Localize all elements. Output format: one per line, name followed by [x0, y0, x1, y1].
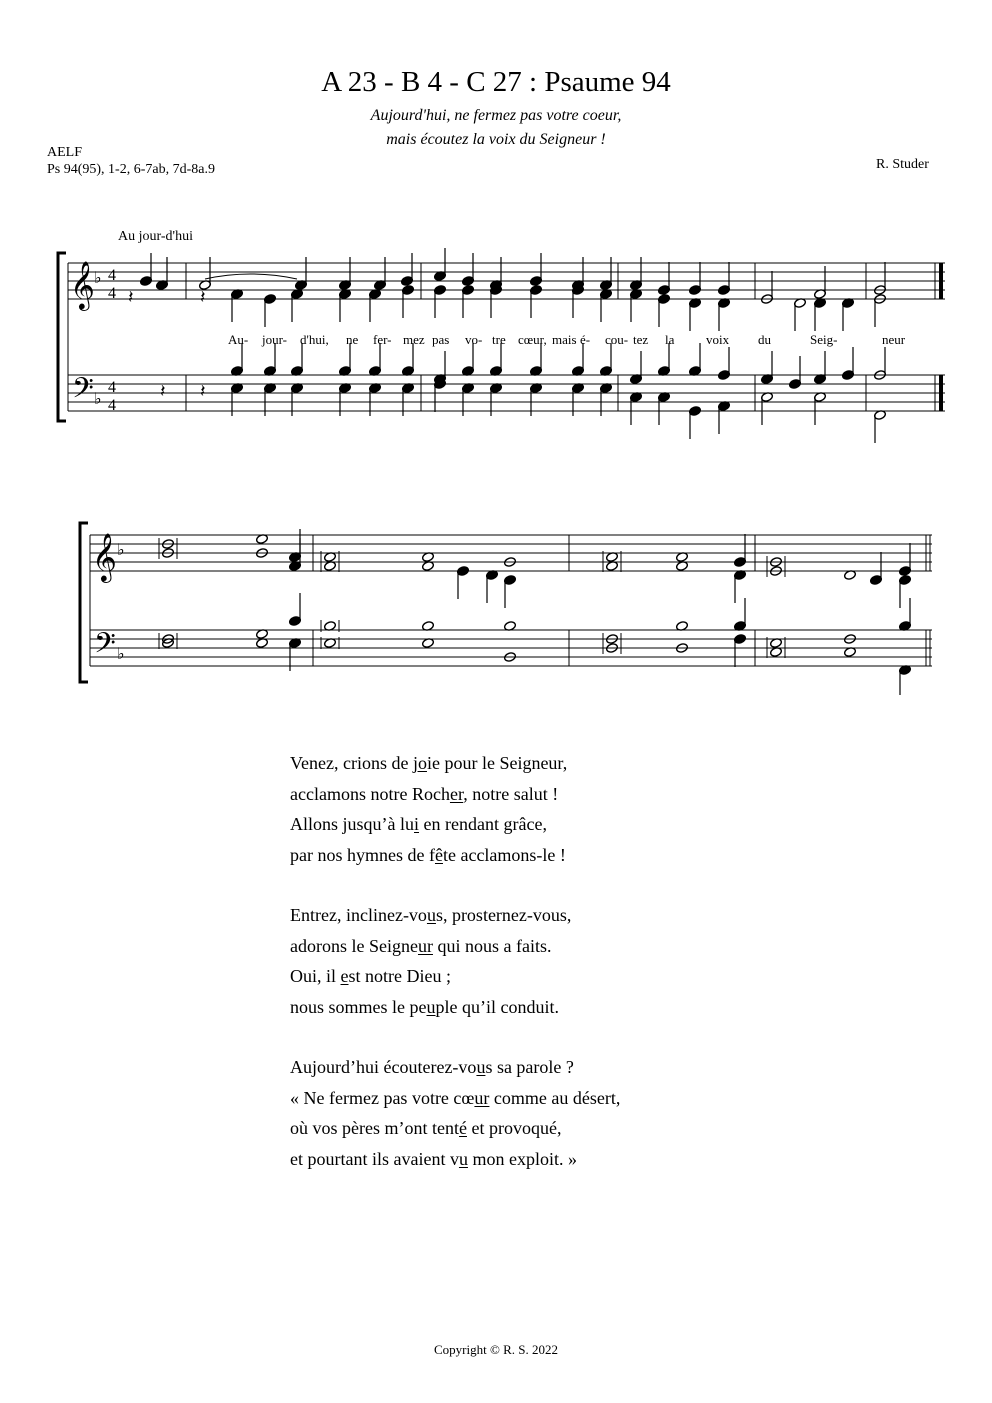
refrain-subtitle-line-2: mais écoutez la voix du Seigneur ! [386, 131, 606, 148]
psalm-text [290, 748, 850, 1204]
copyright: Copyright © R. S. 2022 [433, 1342, 558, 1357]
accent-syllable: i [414, 814, 420, 834]
lyric-syllable: ne [346, 332, 359, 347]
flat-sign: ♭ [117, 646, 125, 663]
stanza-line: Entrez, inclinez-vous, prosternez-vous, [290, 905, 572, 925]
flat-sign: ♭ [94, 270, 102, 287]
lyric-syllable: cou- [605, 332, 629, 347]
time-signature: 4 [108, 397, 116, 414]
stanza-line: Venez, crions de joie pour le Seigneur, [290, 753, 568, 773]
lyrics-line [228, 332, 906, 347]
system-bracket [80, 523, 88, 682]
flat-sign: ♭ [94, 391, 102, 408]
stanza-line: adorons le Seigneur qui nous a faits. [290, 935, 552, 956]
psalm-reference: Ps 94(95), 1-2, 6-7ab, 7d-8a.9 [47, 162, 215, 177]
page-title: A 23 - B 4 - C 27 : Psaume 94 [321, 66, 671, 98]
lyric-syllable: pas [432, 332, 450, 347]
stanza-line: et pourtant ils avaient vu mon exploit. » [290, 1148, 577, 1169]
stanza-2 [290, 900, 850, 1022]
time-signature: 4 [108, 285, 116, 302]
quarter-rest: 𝄽 [160, 381, 166, 401]
stanza-1 [290, 748, 850, 870]
lyric-syllable: tez [633, 332, 649, 347]
lyric-syllable: d'hui, [300, 332, 329, 347]
lyric-syllable: Seig- [810, 332, 838, 347]
bass-clef: 𝄢 [94, 629, 116, 666]
accent-syllable: er [449, 783, 464, 804]
accent-syllable: ê [434, 844, 443, 865]
lyric-syllable: du [758, 332, 771, 347]
accent-syllable: e [340, 966, 349, 986]
accent-syllable: é [458, 1118, 467, 1138]
pickup-text: Au jour-d'hui [118, 229, 193, 244]
quarter-rest: 𝄽 [200, 381, 206, 401]
lyric-syllable: tre [492, 332, 506, 347]
flat-sign: ♭ [117, 542, 125, 559]
composer: R. Studer [876, 157, 929, 172]
lyric-syllable: é- [580, 332, 591, 347]
lyric-syllable: mais [552, 332, 577, 347]
tie [205, 274, 297, 279]
time-signature: 4 [108, 267, 116, 284]
accent-syllable: jo [412, 753, 427, 773]
treble-clef: 𝄞 [92, 535, 117, 581]
music-score [0, 215, 992, 695]
lyric-syllable: fer- [373, 332, 392, 347]
refrain-subtitle-line-1: Aujourd'hui, ne fermez pas votre coeur, [370, 107, 622, 124]
stanza-line: « Ne fermez pas votre cœur comme au désert, [290, 1087, 621, 1108]
accent-syllable: u [426, 905, 436, 925]
source-label: AELF [47, 145, 82, 160]
lyric-syllable: cœur, [518, 332, 547, 347]
accent-syllable: u [458, 1148, 468, 1169]
accent-syllable: u [476, 1057, 486, 1077]
bass-clef: 𝄢 [72, 374, 94, 411]
system-bracket [58, 253, 66, 421]
stanza-line: Oui, il est notre Dieu ; [290, 966, 451, 986]
stanza-line: acclamons notre Rocher, notre salut ! [290, 783, 559, 804]
accent-syllable: u [426, 996, 436, 1017]
stanza-line: Aujourd’hui écouterez-vous sa parole ? [290, 1057, 574, 1077]
lyric-syllable: jour- [262, 332, 288, 347]
quarter-rest: 𝄽 [200, 287, 206, 307]
accent-syllable: ur [474, 1087, 490, 1108]
stanza-line: Allons jusqu’à lui en rendant grâce, [290, 814, 547, 834]
lyric-syllable: Au- [228, 332, 249, 347]
accent-syllable: ur [417, 935, 433, 956]
lyric-syllable: la [665, 332, 675, 347]
stanza-3 [290, 1052, 850, 1174]
stanza-line: où vos pères m’ont tenté et provoqué, [290, 1118, 562, 1138]
time-signature: 4 [108, 379, 116, 396]
treble-clef: 𝄞 [70, 263, 95, 309]
stanza-line: par nos hymnes de fête acclamons-le ! [290, 844, 566, 865]
quarter-rest: 𝄽 [128, 287, 134, 307]
lyric-syllable: neur [882, 332, 906, 347]
lyric-syllable: voix [706, 332, 730, 347]
lyric-syllable: mez [403, 332, 425, 347]
stanza-line: nous sommes le peuple qu’il conduit. [290, 996, 559, 1017]
lyric-syllable: vo- [465, 332, 483, 347]
